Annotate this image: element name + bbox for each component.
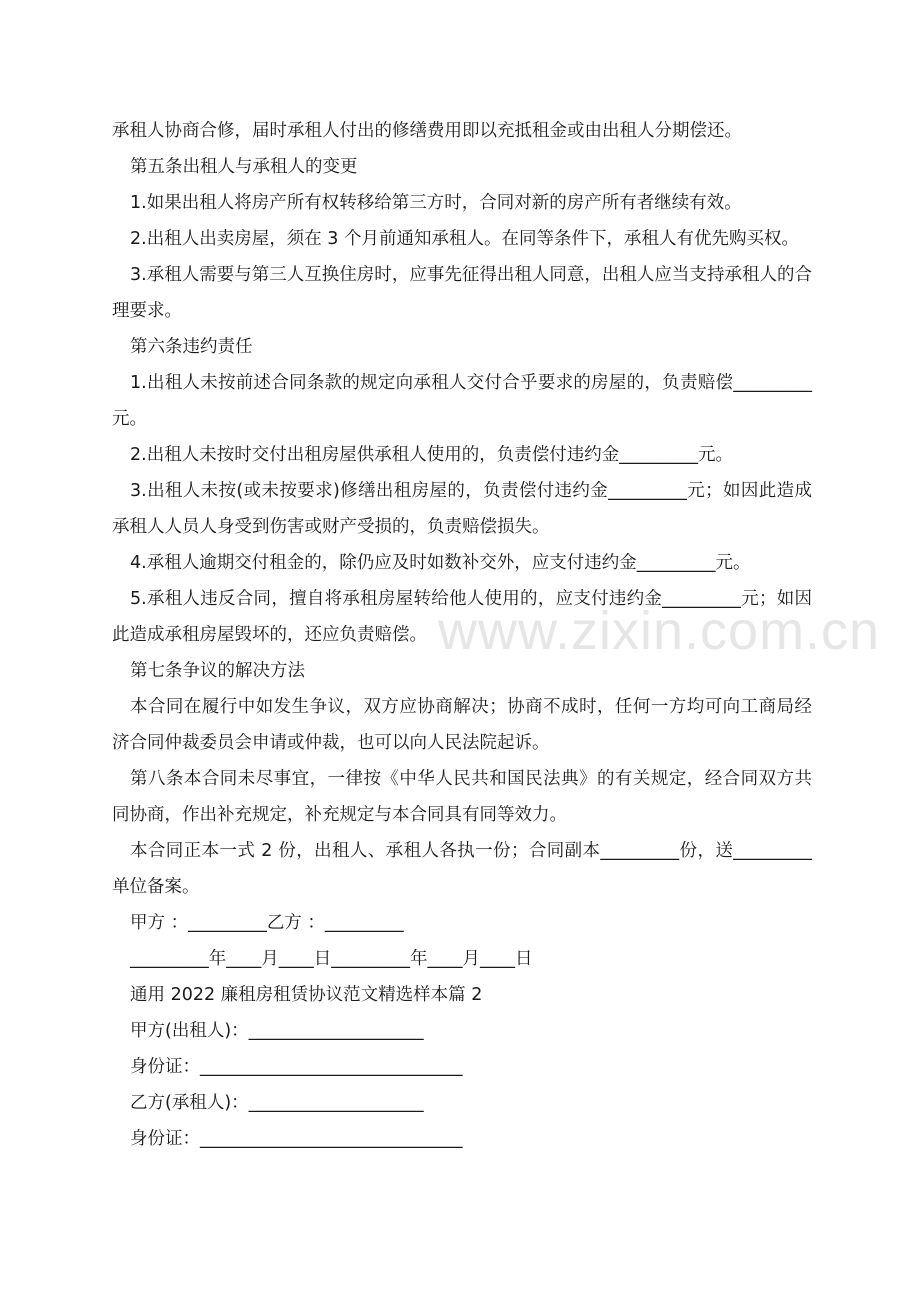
copies-clause: 本合同正本一式 2 份，出租人、承租人各执一份；合同副本_________份，送_________单位备案。 — [112, 841, 812, 897]
article-6-item-2: 2.出租人未按时交付出租房屋供承租人使用的，负责偿付违约金_________元。 — [130, 445, 733, 465]
article-5-heading: 第五条出租人与承租人的变更 — [130, 157, 358, 177]
party-b-line: 乙方(承租人)：____________________ — [130, 1093, 424, 1113]
article-5-item-1: 1.如果出租人将房产所有权转移给第三方时，合同对新的房产所有者继续有效。 — [130, 193, 742, 213]
party-b-id-line: 身份证：______________________________ — [130, 1129, 463, 1149]
signature-parties-line: 甲方 ：_________乙方 ：_________ — [130, 913, 404, 933]
document-body — [112, 113, 812, 1157]
watermark: www.zixin.com.cn — [438, 601, 881, 661]
paragraph-continuation: 承租人协商合修，届时承租人付出的修缮费用即以充抵租金或由出租人分期偿还。 — [112, 121, 742, 141]
article-7-heading: 第七条争议的解决方法 — [130, 661, 305, 681]
article-6-item-1: 1.出租人未按前述合同条款的规定向承租人交付合乎要求的房屋的，负责赔偿_________元。 — [112, 373, 812, 429]
article-5-item-2: 2.出租人出卖房屋，须在 3 个月前通知承租人。在同等条件下，承租人有优先购买权。 — [130, 229, 799, 249]
article-7-body: 本合同在履行中如发生争议，双方应协商解决；协商不成时，任何一方均可向工商局经济合同仲裁委员会申请或仲裁，也可以向人民法院起诉。 — [112, 697, 812, 753]
article-5-item-3: 3.承租人需要与第三人互换住房时，应事先征得出租人同意，出租人应当支持承租人的合理要求。 — [112, 265, 812, 321]
section-title-2: 通用 2022 廉租房租赁协议范文精选样本篇 2 — [130, 985, 483, 1005]
party-a-id-line: 身份证：______________________________ — [130, 1057, 463, 1077]
article-8-body: 第八条本合同未尽事宜，一律按《中华人民共和国民法典》的有关规定，经合同双方共同协商，作出补充规定，补充规定与本合同具有同等效力。 — [112, 769, 812, 825]
article-6-heading: 第六条违约责任 — [130, 337, 253, 357]
party-a-line: 甲方(出租人)：____________________ — [130, 1021, 424, 1041]
article-6-item-5: 5.承租人违反合同，擅自将承租房屋转给他人使用的，应支付违约金_________元；如因此造成承租房屋毁坏的，还应负责赔偿。 — [112, 589, 812, 645]
article-6-item-4: 4.承租人逾期交付租金的，除仍应及时如数补交外，应支付违约金_________元。 — [130, 553, 751, 573]
signature-date-line: _________年____月____日_________年____月____日 — [130, 949, 533, 969]
article-6-item-3: 3.出租人未按(或未按要求)修缮出租房屋的，负责偿付违约金_________元；如因此造成承租人人员人身受到伤害或财产受损的，负责赔偿损失。 — [112, 481, 812, 537]
